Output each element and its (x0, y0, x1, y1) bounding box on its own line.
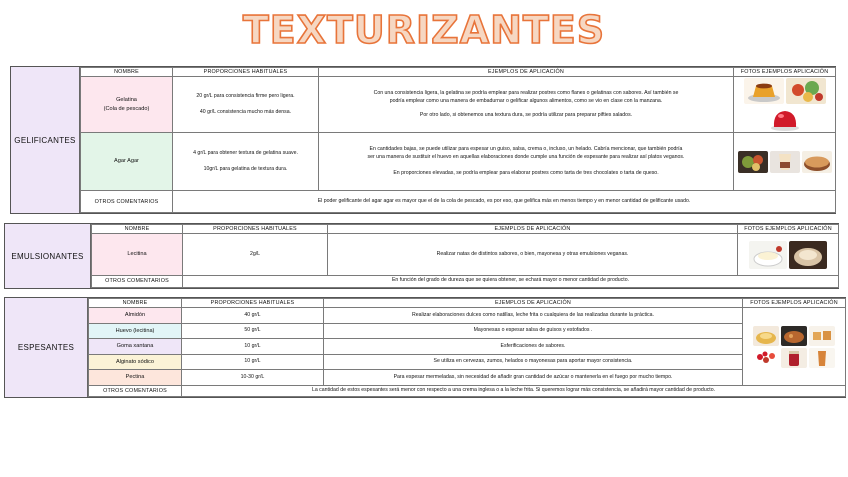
salad-photo (786, 78, 826, 104)
header-proporciones: PROPORCIONES HABITUALES (183, 225, 328, 234)
header-nombre: NOMBRE (89, 299, 182, 308)
header-fotos: FOTOS EJEMPLOS APLICACIÓN (743, 299, 846, 308)
fried-milk-photo (809, 326, 835, 346)
table-row (89, 370, 846, 385)
example-line: podría emplear como una manera de embadurnar o gelificar algunos alimentos, como se vio en clase con la manzana. (389, 97, 663, 104)
header-fotos: FOTOS EJEMPLOS APLICACIÓN (734, 68, 836, 77)
espesantes-label: ESPESANTES (5, 298, 88, 397)
cream-sauce-photo (789, 241, 827, 269)
gelificantes-table (80, 67, 836, 213)
name-cell (81, 77, 173, 133)
proportions-cell (173, 133, 319, 191)
others-label: OTROS COMENTARIOS (89, 385, 182, 396)
header-nombre: NOMBRE (81, 68, 173, 77)
spheres-photo (753, 348, 779, 368)
table-row (81, 191, 836, 213)
photos-cell (734, 133, 836, 191)
example-line: ser una manera de sustituir el huevo en aquellas elaboraciones donde cumple una función de espesante para realizar así platos veganos. (367, 153, 685, 160)
name-cell: Agar Agar (81, 133, 173, 191)
table-row (92, 234, 839, 275)
proportion-line: 4 gr/L para obtener textura de gelatina suave. (193, 149, 298, 156)
others-label: OTROS COMENTARIOS (92, 275, 183, 287)
mayonnaise-bowl-photo (749, 241, 787, 269)
others-text: En función del grado de dureza que se quiera obtener, se echará mayor o menor cantidad de producto. (183, 275, 839, 287)
header-ejemplos: EJEMPLOS DE APLICACIÓN (324, 299, 743, 308)
page-title: TEXTURIZANTES (242, 8, 606, 52)
emulsionantes-table (91, 224, 839, 288)
gelificantes-section (10, 66, 836, 214)
gelificantes-label: GELIFICANTES (11, 67, 80, 213)
custard-photo (753, 326, 779, 346)
examples-cell: Realizar natas de distintos sabores, o bien, mayonesa y otras emulsiones veganas. (328, 234, 738, 275)
drink-photo (809, 348, 835, 368)
name-line: Gelatina (116, 97, 137, 104)
proportions-cell: 50 gr/L (182, 323, 324, 338)
examples-cell: Realizar elaboraciones dulces como natillas, leche frita o cualquiera de las realizadas durante la práctica. (324, 308, 743, 323)
name-cell: Pectina (89, 370, 182, 385)
photos-cell (743, 308, 846, 385)
proportions-cell: 2g/L (183, 234, 328, 275)
example-line: En cantidades bajas, se puede utilizar para espesar un guiso, salsa, crema o, incluso, un helado. Cabría mencionar, que también podría (369, 145, 683, 152)
table-row (89, 354, 846, 369)
dessert-glass-photo (770, 151, 800, 173)
table-row (92, 275, 839, 287)
proportions-cell: 10 gr/L (182, 354, 324, 369)
others-text: La cantidad de estos espesantes será menor con respecto a una crema inglesa o a la leche frita. Si queremos lograr más consistencia, se añadirá mayor cantidad de producto. (182, 385, 846, 396)
examples-cell: Para espesar mermeladas, sin necesidad de añadir gran cantidad de azúcar o mantenerla en el fuego por mucho tiempo. (324, 370, 743, 385)
table-row (89, 308, 846, 323)
espesantes-table (88, 298, 846, 397)
red-jelly-photo (767, 106, 803, 132)
jam-jar-photo (781, 348, 807, 368)
table-row (81, 133, 836, 191)
proportions-cell: 40 gr/L (182, 308, 324, 323)
emulsionantes-section (4, 223, 839, 289)
table-row (89, 385, 846, 396)
header-ejemplos: EJEMPLOS DE APLICACIÓN (328, 225, 738, 234)
proportions-cell: 10 gr/L (182, 339, 324, 354)
examples-cell (319, 133, 734, 191)
name-line: (Cola de pescado) (103, 105, 150, 112)
name-cell: Alginato sódico (89, 354, 182, 369)
table-row (89, 339, 846, 354)
examples-cell: Esferificaciones de sabores. (324, 339, 743, 354)
others-label: OTROS COMENTARIOS (81, 191, 173, 213)
example-line: En proporciones elevadas, se podría emplear para elaborar postres como tarta de tres chocolates o tarta de queso. (393, 169, 659, 176)
examples-cell: Se utiliza en cervezas, zumos, helados o mayonesas para aportar mayor consistencia. (324, 354, 743, 369)
emulsionantes-label: EMULSIONANTES (5, 224, 91, 288)
proportion-line: 40 gr/L consistencia mucho más densa. (199, 108, 292, 115)
proportions-cell (173, 77, 319, 133)
table-row (81, 77, 836, 133)
header-nombre: NOMBRE (92, 225, 183, 234)
header-fotos: FOTOS EJEMPLOS APLICACIÓN (738, 225, 839, 234)
proportion-line: 10gr/L para gelatina de textura dura. (203, 165, 288, 172)
examples-cell (319, 77, 734, 133)
flan-photo (744, 78, 784, 104)
stew-photo (781, 326, 807, 346)
name-cell: Goma xantana (89, 339, 182, 354)
header-proporciones: PROPORCIONES HABITUALES (182, 299, 324, 308)
header-proporciones: PROPORCIONES HABITUALES (173, 68, 319, 77)
espesantes-section (4, 297, 846, 398)
name-cell: Almidón (89, 308, 182, 323)
name-cell: Lecitina (92, 234, 183, 275)
name-cell: Huevo (lecitina) (89, 323, 182, 338)
photos-cell (734, 77, 836, 133)
examples-cell: Mayonesas o espesar salsa de guisos y estofados . (324, 323, 743, 338)
photos-cell (738, 234, 839, 275)
header-ejemplos: EJEMPLOS DE APLICACIÓN (319, 68, 734, 77)
proportion-line: 20 gr/L para consistencia firme pero ligera. (196, 92, 295, 99)
example-line: Con una consistencia ligera, la gelatina se podría emplear para realizar postres como flanes o gelatinas con sabores. Así también se (373, 89, 679, 96)
vegetable-dish-photo (738, 151, 768, 173)
others-text: El poder gelificante del agar agar es mayor que el de la cola de pescado, es por eso, que gelifica más en menos tiempo y en menor cantidad de gelificante usado. (173, 191, 836, 213)
table-row (89, 323, 846, 338)
example-line: Por otro lado, si obtenemos una textura dura, se podría utilizar para preparar pifties salados. (419, 111, 633, 118)
cheesecake-photo (802, 151, 832, 173)
proportions-cell: 10-30 gr/L (182, 370, 324, 385)
